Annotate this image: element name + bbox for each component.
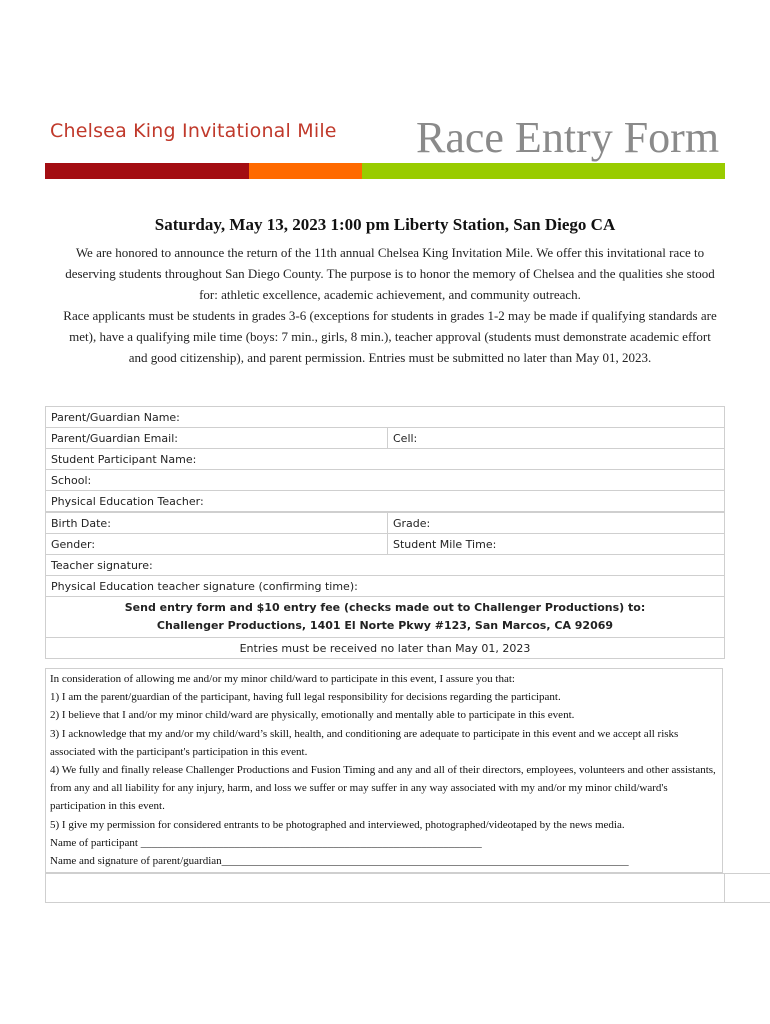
mile-time-field[interactable]: Student Mile Time: [388,534,725,555]
gender-field[interactable]: Gender: [46,534,388,555]
brand-name: Chelsea King Invitational Mile [50,120,337,142]
waiver-item-2: 2) I believe that I and/or my minor child/ward are physically, emotionally and mentally able to participate in this event. [50,709,575,722]
waiver-item-5: 5) I give my permission for considered entrants to be photographed and interviewed, photographed/videotaped by the news media. [50,818,625,831]
waiver-intro: In consideration of allowing me and/or my minor child/ward to participate in this event, I assure you that: [50,673,515,685]
intro-paragraph-1: We are honored to announce the return of the 11th annual Chelsea King Invitation Mile. We offer this invitational race to deserving students throughout San Diego County. The purpose is to honor the memory of Chelsea and the qualities she stood for: athletic excellence, academic achievement, and community outreach. [65,245,715,302]
header-color-bar [45,163,725,179]
mailing-line-1: Send entry form and $10 entry fee (checks made out to Challenger Productions) to: [124,601,646,614]
teacher-signature-field[interactable]: Teacher signature: [46,555,725,576]
birth-date-field[interactable]: Birth Date: [46,512,388,534]
waiver-item-1: 1) I am the parent/guardian of the participant, having full legal responsibility for decisions regarding the participant. [50,691,561,704]
waiver-item-3: 3) I acknowledge that my and/or my child/ward’s skill, health, and conditioning are adequate to participate in this event and we accept all risks associated with the participant's participation in this event. [50,727,679,758]
bottom-empty-field[interactable] [45,873,725,903]
color-bar-green [362,163,725,179]
color-bar-red [45,163,249,179]
student-name-field[interactable]: Student Participant Name: [46,449,725,470]
mailing-address: Challenger Productions, 1401 El Norte Pkwy #123, San Marcos, CA 92069 [156,619,614,632]
deadline-notice: Entries must be received no later than May 01, 2023 [46,638,725,659]
intro-text [60,242,720,368]
pe-teacher-field[interactable]: Physical Education Teacher: [46,491,725,513]
parent-signature-line[interactable]: Name and signature of parent/guardian__________________________________________________________________________ [50,855,629,868]
parent-name-field[interactable]: Parent/Guardian Name: [46,407,725,428]
page-title: Race Entry Form [416,113,720,162]
bottom-side-border [725,873,770,903]
color-bar-orange [249,163,362,179]
participant-name-line[interactable]: Name of participant ______________________________________________________________ [50,836,482,849]
grade-field[interactable]: Grade: [388,512,725,534]
intro-paragraph-2: Race applicants must be students in grades 3-6 (exceptions for students in grades 1-2 may be made if qualifying standards are met), have a qualifying mile time (boys: 7 min., girls, 8 min.), teacher approval (students must demonstrate academic effort and good citizenship), and parent permission. Entries must be submitted no later than May 01, 2023. [63,308,717,365]
mailing-instructions [46,597,725,638]
cell-field[interactable]: Cell: [388,428,725,449]
parent-email-field[interactable]: Parent/Guardian Email: [46,428,388,449]
pe-signature-field[interactable]: Physical Education teacher signature (confirming time): [46,576,725,597]
school-field[interactable]: School: [46,470,725,491]
waiver-item-4: 4) We fully and finally release Challenger Productions and Fusion Timing and any and all of their directors, employees, volunteers and other assistants, from any and all liability for any injury, harm, and loss we suffer or may suffer in any way associated with my and/or my minor child/ward's participation in this event. [50,764,716,813]
event-date-location: Saturday, May 13, 2023 1:00 pm Liberty Station, San Diego CA [154,215,616,234]
release-waiver [45,668,723,873]
entry-form-table [45,406,725,659]
